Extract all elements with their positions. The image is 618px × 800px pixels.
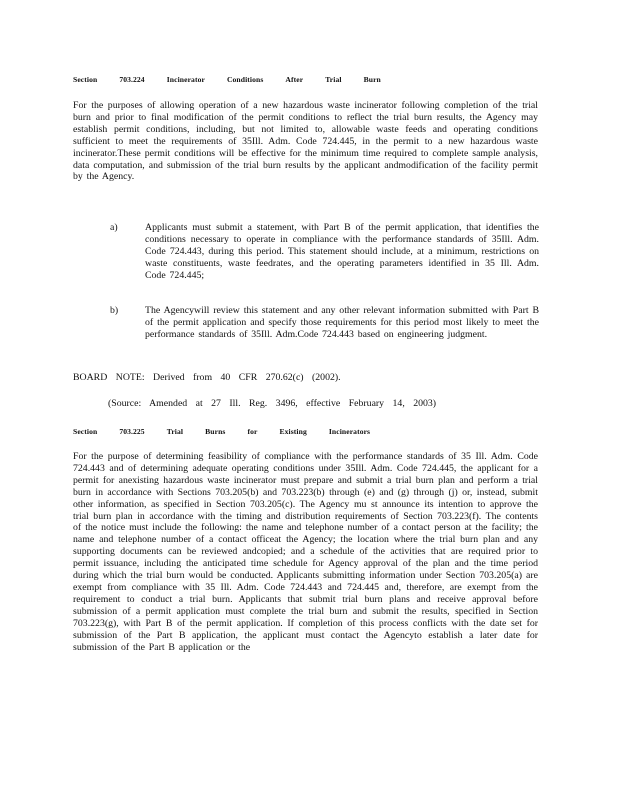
- heading-word: Conditions: [226, 75, 264, 84]
- heading-word: Burn: [363, 75, 381, 84]
- section-224-heading: [73, 75, 403, 84]
- heading-word: Section: [73, 427, 98, 436]
- heading-word: Section: [73, 75, 98, 84]
- board-note: BOARD NOTE: Derived from 40 CFR 270.62(c) (2002).: [73, 372, 341, 383]
- list-item-label: b): [110, 305, 119, 316]
- source-note: (Source: Amended at 27 Ill. Reg. 3496, effective February 14, 2003): [108, 398, 437, 409]
- list-item-label: a): [110, 222, 118, 233]
- heading-word: Incinerators: [328, 427, 371, 436]
- section-225-heading: [73, 427, 392, 436]
- heading-word: 703.224: [119, 75, 145, 84]
- heading-word: for: [247, 427, 258, 436]
- section-224-body: For the purposes of allowing operation of a new hazardous waste incinerator following completion of the trial burn and prior to final modification of the permit conditions to reflect the trial burn results, the Agency may establish permit conditions, including, but not limited to, allowable waste feeds and operating conditions sufficient to meet the requirements of 35Ill. Adm. Code 724.445, in the permit to a new hazardous waste incinerator.These permit conditions will be effective for the minimum time required to complete sample analysis, data computation, and submission of the trial burn results by the applicant andmodification of the facility permit by the Agency.: [73, 100, 538, 183]
- list-item-text: Applicants must submit a statement, with Part B of the permit application, that identifies the conditions necessary to operate in compliance with the performance standards of 35Ill. Adm. Code 724.443, during this period. This statement should include, at a minimum, restrictions on waste constituents, waste feedrates, and the operating parameters identified in 35 Ill. Adm. Code 724.445;: [145, 222, 539, 281]
- heading-word: After: [285, 75, 304, 84]
- heading-word: Incinerator: [166, 75, 205, 84]
- list-item-text: The Agencywill review this statement and any other relevant information submitted with Part B of the permit application and specify those requirements for this period most likely to meet the performance standards of 35Ill. Adm.Code 724.443 based on engineering judgment.: [145, 305, 539, 340]
- section-225-body: For the purpose of determining feasibility of compliance with the performance standards of 35 Ill. Adm. Code 724.443 and of determining adequate operating conditions under 35Ill. Adm. Code 724.445, the applicant for a permit for anexisting hazardous waste incinerator must prepare and submit a trial burn plan and perform a trial burn in accordance with Sections 703.205(b) and 703.223(b) through (e) and (g) through (j) or, instead, submit other information, as specified in Section 703.205(c). The Agency mu st announce its intention to approve the trial burn plan in accordance with the timing and distribution requirements of Section 703.223(f). The contents of the notice must include the following: the name and telephone number of a contact person at the facility; the name and telephone number of a contact officeat the Agency; the location where the trial burn plan and any supporting documents can be reviewed andcopied; and a schedule of the activities that are required prior to permit issuance, including the anticipated time schedule for Agency approval of the plan and the time period during which the trial burn would be conducted. Applicants submitting information under Section 703.205(a) are exempt from compliance with 35 Ill. Adm. Code 724.443 and 724.445 and, therefore, are exempt from the requirement to conduct a trial burn. Applicants that submit trial burn plans and receive approval before submission of a permit application must complete the trial burn and submit the results, specified in Section 703.223(g), with Part B of the permit application. If completion of this process conflicts with the date set for submission of the Part B application, the applicant must contact the Agencyto establish a later date for submission of the Part B application or the: [73, 451, 538, 653]
- heading-word: 703.225: [119, 427, 145, 436]
- heading-word: Existing: [279, 427, 307, 436]
- heading-word: Trial: [166, 427, 184, 436]
- heading-word: Burns: [205, 427, 226, 436]
- heading-word: Trial: [325, 75, 342, 84]
